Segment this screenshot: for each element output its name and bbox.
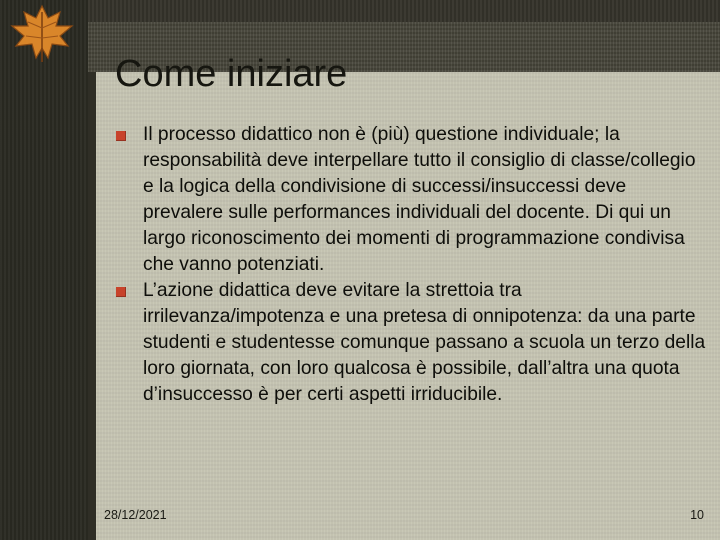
autumn-leaf-icon	[2, 0, 82, 64]
panel-edge	[88, 72, 96, 540]
footer-date: 28/12/2021	[104, 508, 167, 522]
square-bullet-icon	[116, 131, 126, 141]
bullet-list	[116, 122, 706, 408]
slide-title: Come iniziare	[115, 53, 348, 95]
left-texture-band	[0, 0, 88, 540]
top-texture-band	[88, 0, 720, 22]
bullet-text: L’azione didattica deve evitare la strettoia tra irrilevanza/impotenza e una pretesa di onnipotenza: da una parte studenti e studentesse comunque passano a scuola un terzo della loro giornata, con loro qualcosa è possibile, dall’altra una quota d’insuccesso è per certi aspetti irriducibile.	[143, 280, 706, 405]
square-bullet-icon	[116, 287, 126, 297]
bullet-text: Il processo didattico non è (più) questione individuale; la responsabilità deve interpellare tutto il consiglio di classe/collegio e la logica della condivisione di successi/insuccessi deve prevalere sulle performances individuali del docente. Di qui un largo riconoscimento dei momenti di programmazione condivisa che vanno potenziati.	[143, 124, 696, 275]
bullet-item	[116, 122, 706, 278]
bullet-item	[116, 278, 706, 408]
page-number: 10	[690, 508, 704, 522]
